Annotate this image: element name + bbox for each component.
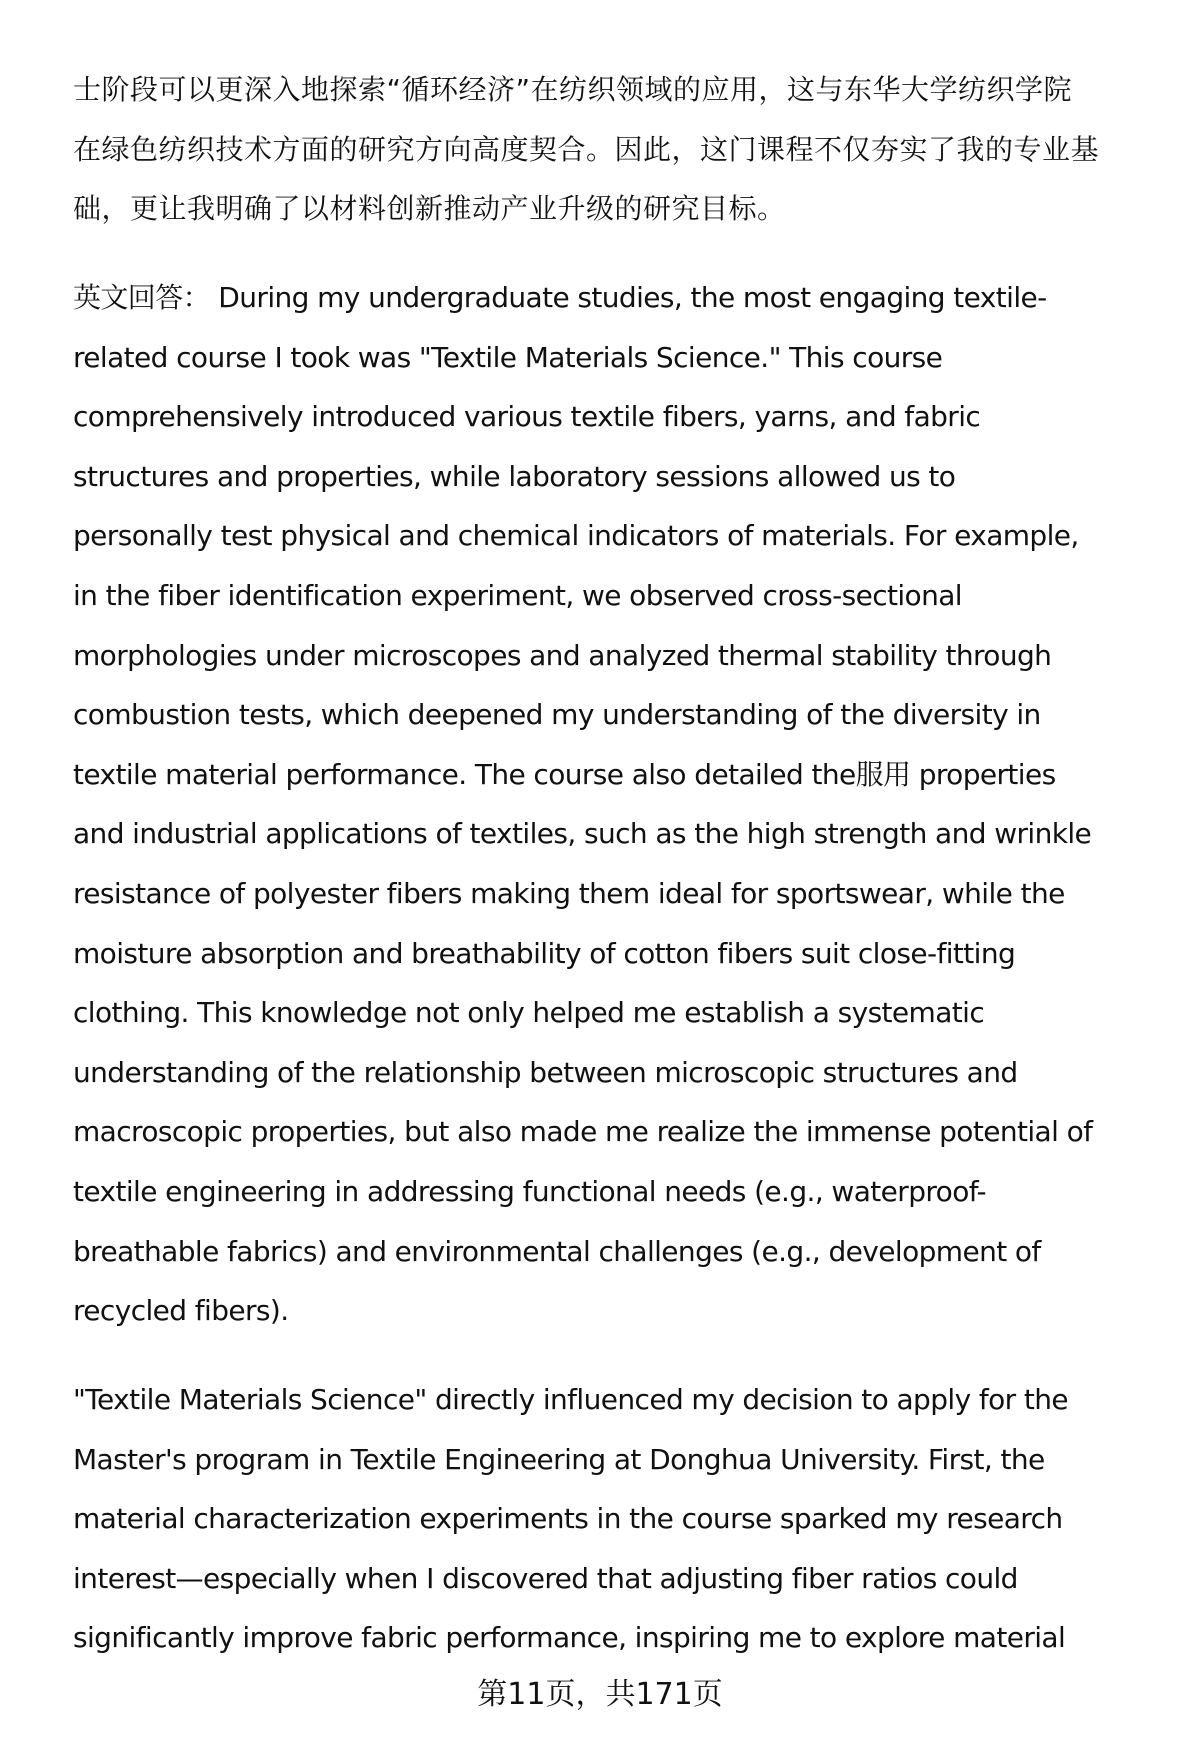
text-line: resistance of polyester fibers making them ideal for sportswear, while the: [73, 876, 1065, 910]
text-line: 在绿色纺织技术方面的研究方向高度契合。因此，这门课程不仅夯实了我的专业基: [73, 132, 1100, 166]
text-line: related course I took was "Textile Materials Science." This course: [73, 340, 943, 374]
english-answer-paragraph: [73, 268, 1163, 1341]
text-line: comprehensively introduced various textile fibers, yarns, and fabric: [73, 400, 981, 434]
text-line: "Textile Materials Science" directly influenced my decision to apply for the: [73, 1383, 1069, 1416]
text-line: in the fiber identification experiment, we observed cross-sectional: [73, 578, 962, 612]
text-line: significantly improve fabric performance, inspiring me to explore material: [73, 1621, 1066, 1655]
text-line: textile material performance. The course also detailed the服用 properties: [73, 757, 1056, 791]
text-line: structures and properties, while laboratory sessions allowed us to: [73, 459, 956, 493]
text-line: macroscopic properties, but also made me realize the immense potential of: [73, 1115, 1093, 1149]
text-line: 士阶段可以更深入地探索“循环经济”在纺织领域的应用，这与东华大学纺织学院: [73, 73, 1073, 106]
text-line: combustion tests, which deepened my understanding of the diversity in: [73, 698, 1041, 732]
text-line: 础，更让我明确了以材料创新推动产业升级的研究目标。: [73, 192, 786, 226]
text-line: and industrial applications of textiles, such as the high strength and wrinkle: [73, 817, 1092, 851]
text-line: personally test physical and chemical indicators of materials. For example,: [73, 519, 1079, 553]
text-line: morphologies under microscopes and analyzed thermal stability through: [73, 638, 1052, 672]
text-line: Master's program in Textile Engineering at Donghua University. First, the: [73, 1442, 1045, 1476]
text-line: interest—especially when I discovered that adjusting fiber ratios could: [73, 1561, 1018, 1595]
text-line: textile engineering in addressing functional needs (e.g., waterproof-: [73, 1174, 986, 1208]
text-line: moisture absorption and breathability of cotton fibers suit close-fitting: [73, 936, 1016, 970]
text-line: understanding of the relationship between microscopic structures and: [73, 1055, 1018, 1089]
text-line: clothing. This knowledge not only helped me establish a systematic: [73, 996, 985, 1030]
chinese-answer-paragraph: [73, 60, 1163, 239]
text-line: breathable fabrics) and environmental challenges (e.g., development of: [73, 1234, 1041, 1268]
text-line: recycled fibers).: [73, 1294, 289, 1328]
text-line: 英文回答： During my undergraduate studies, the most engaging textile-: [73, 281, 1047, 314]
influence-paragraph: [73, 1370, 1163, 1668]
page-number: 第11页，共171页: [477, 1677, 723, 1712]
text-line: material characterization experiments in the course sparked my research: [73, 1502, 1063, 1536]
